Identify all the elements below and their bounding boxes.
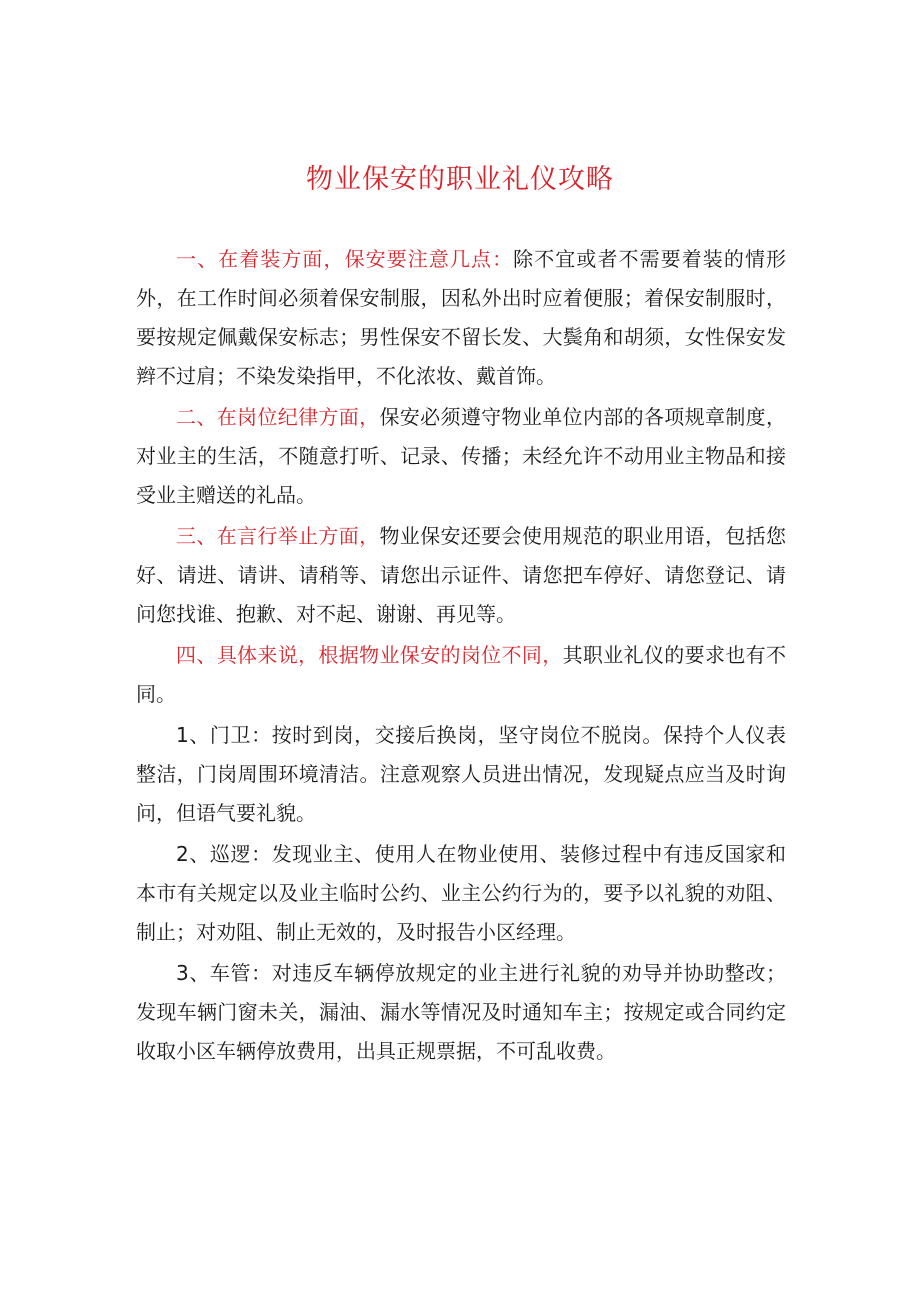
paragraph-text: 物业保安还要会使用规范的职业用语，包括您好、请进、请讲、请稍等、请您出示证件、请您把车停好、请您登记、请问您找谁、抱歉、对不起、谢谢、再见等。 bbox=[136, 524, 787, 626]
item-number: 2 bbox=[176, 842, 189, 866]
paragraph-text: 、门卫：按时到岗，交接后换岗，坚守岗位不脱岗。保持个人仪表整洁，门岗周围环境清洁。注意观察人员进出情况，发现疑点应当及时询问，但语气要礼貌。 bbox=[136, 723, 786, 825]
paragraph-text: 除不宜或者不需要着装的情形外，在工作时间必须着保安制服，因私外出时应着便服；着保安制服时，要按规定佩戴保安标志；男性保安不留长发、大鬓角和胡须，女性保安发辫不过肩；不染发染指甲，不化浓妆、戴首饰。 bbox=[136, 247, 787, 388]
document-body bbox=[136, 240, 786, 1073]
paragraph-gatekeeper bbox=[136, 716, 786, 833]
paragraph-text: 保安必须遵守物业单位内部的各项规章制度，对业主的生活，不随意打听、记录、传播；未经允许不动用业主物品和接受业主赠送的礼品。 bbox=[136, 405, 787, 507]
paragraph-text: 、巡逻：发现业主、使用人在物业使用、装修过程中有违反国家和本市有关规定以及业主临时公约、业主公约行为的，要予以礼貌的劝阻、制止；对劝阻、制止无效的，及时报告小区经理。 bbox=[136, 842, 786, 944]
item-number: 1 bbox=[176, 723, 189, 747]
paragraph-heading: 一、在着装方面，保安要注意几点： bbox=[176, 247, 514, 271]
paragraph-conduct bbox=[136, 517, 786, 634]
paragraph-discipline bbox=[136, 398, 786, 515]
paragraph-specifics bbox=[136, 636, 786, 714]
paragraph-text: 其职业礼仪的要求也有不同。 bbox=[136, 643, 787, 706]
paragraph-heading: 三、在言行举止方面， bbox=[176, 524, 380, 548]
paragraph-patrol bbox=[136, 835, 786, 952]
paragraph-attire bbox=[136, 240, 786, 396]
document-title: 物业保安的职业礼仪攻略 bbox=[306, 164, 614, 195]
paragraph-parking bbox=[136, 954, 786, 1071]
item-number: 3 bbox=[176, 961, 189, 985]
paragraph-heading: 二、在岗位纪律方面， bbox=[176, 405, 380, 429]
paragraph-text: 、车管：对违反车辆停放规定的业主进行礼貌的劝导并协助整改；发现车辆门窗未关，漏油、漏水等情况及时通知车主；按规定或合同约定收取小区车辆停放费用，出具正规票据，不可乱收费。 bbox=[136, 961, 786, 1063]
paragraph-heading: 四、具体来说，根据物业保安的岗位不同， bbox=[176, 643, 563, 667]
